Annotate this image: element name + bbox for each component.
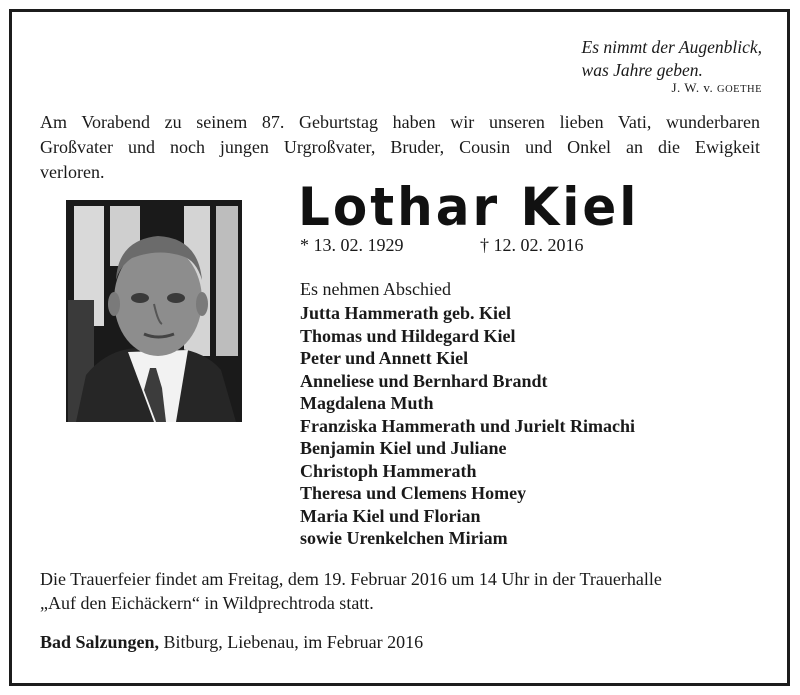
quote-author-name: GOETHE (717, 84, 762, 95)
intro-paragraph (40, 110, 760, 185)
mourner-item: Theresa und Clemens Homey (300, 483, 527, 503)
mourner-item: Thomas und Hildegard Kiel (300, 325, 516, 346)
intro-line-1: Am Vorabend zu seinem 87. Geburtstag haben wir unseren lieben Vati, wunderbaren (40, 112, 760, 132)
portrait-illustration (66, 200, 242, 422)
mourner-item: sowie Urenkelchen Miriam (300, 528, 508, 548)
place-date-line (40, 632, 423, 653)
abschied-heading: Es nehmen Abschied (300, 279, 451, 299)
mourners-list (300, 302, 635, 550)
intro-line-3: verloren. (40, 162, 105, 182)
place-rest: Bitburg, Liebenau, im Februar 2016 (159, 632, 424, 652)
intro-line-2: Großvater und noch jungen Urgroßvater, Bruder, Cousin und Onkel an die Ewigkeit (40, 137, 760, 157)
portrait-photo (66, 200, 242, 422)
mourner-item: Benjamin Kiel und Juliane (300, 438, 507, 458)
mourner-item: Peter und Annett Kiel (300, 348, 469, 368)
mourner-item: Jutta Hammerath geb. Kiel (300, 303, 511, 323)
mourner-item: Maria Kiel und Florian (300, 505, 481, 526)
death-date: † 12. 02. 2016 (480, 235, 584, 255)
service-line-1: Die Trauerfeier findet am Freitag, dem 19. Februar 2016 um 14 Uhr in der Trauerhalle (40, 569, 662, 589)
mourner-item: Anneliese und Bernhard Brandt (300, 370, 548, 391)
quote-line-1: Es nimmt der Augenblick, (581, 37, 762, 57)
quote-author (671, 80, 762, 96)
mourner-item: Christoph Hammerath (300, 460, 477, 481)
goethe-quote (582, 36, 762, 82)
mourner-item: Magdalena Muth (300, 393, 434, 413)
quote-line-2: was Jahre geben. (581, 60, 703, 80)
birth-date: * 13. 02. 1929 (300, 235, 404, 255)
quote-author-initials: J. W. v. (671, 80, 717, 95)
place-city: Bad Salzungen, (40, 632, 160, 652)
funeral-service-info (40, 567, 760, 615)
life-dates (300, 235, 584, 256)
mourner-item: Franziska Hammerath und Jurielt Rimachi (300, 415, 635, 436)
deceased-name: Lothar Kiel (298, 176, 640, 238)
service-line-2: „Auf den Eichäckern“ in Wildprechtroda statt. (40, 593, 374, 613)
